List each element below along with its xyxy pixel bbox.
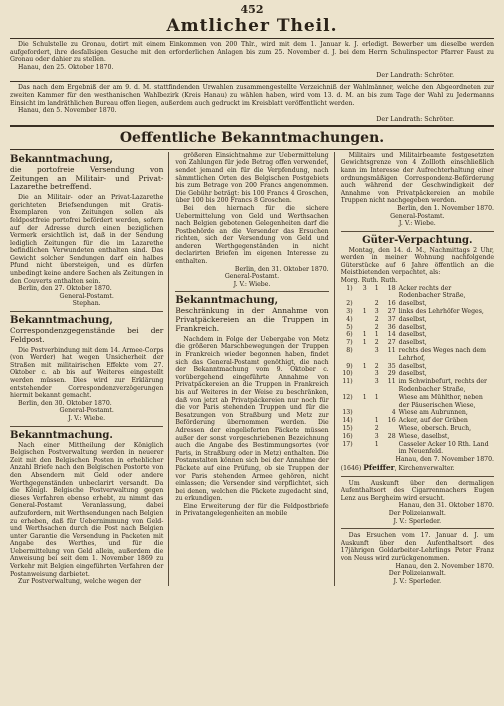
table-row xyxy=(341,409,494,417)
notice-text: Um Auskunft über den dermaligen Aufenthaltsort des Cigarrenmachers Eugen Lenz aus Bergheim wird ersucht. xyxy=(340,479,494,502)
table-row xyxy=(341,378,494,394)
row-ruthen: 1 xyxy=(374,284,379,292)
row-ruthen-2: 4 xyxy=(391,409,396,417)
notice-signature: J. V.: Wiebe. xyxy=(398,220,436,228)
official-notice-school xyxy=(10,41,494,79)
row-ruthen: 2 xyxy=(374,339,379,347)
row-number: 17) xyxy=(342,440,353,448)
notice-date: Berlin, den 31. Oktober 1870. xyxy=(234,265,329,273)
row-morgen xyxy=(355,347,367,363)
row-morgen: 1 xyxy=(362,362,367,370)
row-morgen xyxy=(355,417,367,425)
notice-place-date: Hanau, den 5. November 1870. xyxy=(18,107,117,115)
notice-org: General-Postamt. xyxy=(224,273,280,281)
row-morgen: 1 xyxy=(362,339,367,347)
notice-subtitle: die portofreie Versendung von Zeitungen an Militair- und Privat-Lazarethe betreffend. xyxy=(10,164,164,192)
table-row xyxy=(341,441,494,457)
table-row xyxy=(341,300,494,308)
row-description: Wiese am Mühlthor, neben der Päuserischen Wiese, xyxy=(398,393,483,409)
notice-subtitle: Correspondenzgegenstände bei der Feldpost. xyxy=(10,326,164,344)
divider xyxy=(10,426,163,427)
row-morgen xyxy=(355,300,367,308)
table-row xyxy=(341,363,494,371)
row-description: daselbst, xyxy=(398,339,427,347)
row-description: daselbst, xyxy=(398,370,427,378)
row-morgen xyxy=(355,324,367,332)
row-morgen: 3 xyxy=(362,284,367,292)
notice-place-date: Hanau, den 25. Oktober 1870. xyxy=(18,63,114,71)
notice-text: Militairs und Militairbeamte festgesetzten Gewichtsgrenze von 4 Zollloth einschließlich kann im Interesse der Aufrechterhaltung einer ordnungsmäßigen Correspondenz-Beförderung auch während der Geschwindigkeit der Annahme von Privatpäckereien an mobile Truppen nicht nachgegeben werden. xyxy=(340,151,494,205)
table-row xyxy=(341,425,494,433)
row-ruthen-2: 16 xyxy=(387,300,396,308)
table-row xyxy=(341,417,494,425)
notice-heading: Bekanntmachung, xyxy=(10,153,113,165)
notice-text: Nachdem in Folge der Uebergabe von Metz die größeren Marschbewegungen der Truppen in Frankreich wieder begonnen haben, findet sich das General-Postamt genöthigt, die nach der Bekanntmachung vom 9. Oktober c. vorübergehend eingeführte Annahme von Privatpäckereien an die Truppen in Frankreich bis auf Weiteres in der Weise zu beschränken, daß von jetzt ab Privatpäckereien nur noch für die vor Paris stehenden Truppen und für die Besatzungen von Straßburg und Metz zur Beförderung übernommen werden. Die Adressen der eingelieferten Päckete müssen außer der sonst vorgeschriebenen Bezeichnung auch die Angabe des Bestimmungsortes (vor Paris, in Straßburg oder in Metz) enthalten. Die Postanstalten können sich bei der Annahme der Päckete auf eine Prüfung, ob sie Truppen der vor Paris stehenden Armee gehören, nicht einlassen; die Versender sind verpflichtet, sich bei denen, welchen die Päckete zugedacht sind, zu erkundigen. xyxy=(175,335,329,503)
notice-signature: J. V.: Sperleder. xyxy=(393,577,442,585)
row-number: 11) xyxy=(342,378,353,386)
notice-text: Nach einer Mittheilung der Königlich Belgischen Postverwaltung werden in neuerer Zeit mit den Belgischen Posten in erheblicher Anzahl Briefe nach den Belgischen Postorte von den Absendern mit Geld oder andere Werthgegenständen unbeclarirt versandt. Da die Königl. Belgische Postverwaltung gegen dieses Verfahren ebenso erhebt, zu nimmt das General-Postamt Veranlassung, dabei aufzufordern, mit Werthsendungen nach Belgien zu erheben, daß für Uebernimmung von Geld- und Werthsachen durch die Post nach Belgien unter Garantie die Versendung in Packeten mit Angabe des Werthes, und für die Uebermittelung von Geld allein, außerdem die Anweisung bei seit dem 1. November 1869 zu Verkehr mit Belgien eingeführten Verfahren der Postanweisung darbietet. xyxy=(10,441,164,578)
notice-date: Hanau, den 7. November 1870. xyxy=(395,456,494,464)
row-number: 1) xyxy=(346,284,353,292)
row-morgen xyxy=(355,441,367,457)
row-ruthen-2: 11 xyxy=(387,378,396,386)
row-description: Casseler Acker 10 Rth. Land im Neuenfeld. xyxy=(398,440,489,456)
row-ruthen: 3 xyxy=(374,378,379,386)
notice-text-tail: Eine Erweiterung der für die Feldpostbriefe in Privatangelegenheiten an mobile xyxy=(175,502,329,518)
divider xyxy=(341,231,494,232)
notice-text: Das nach dem Ergebniß der am 9. d. M. stattfindenden Urwahlen zusammengestellte Verzeichniß der Wahlmänner, welche den Abgeordneten zur zweiten Kammer für den westhanischen Wahlbezirk (Kreis Hanau) zu wählen haben, wird vom 13. d. M. an bis zum Tage der Wahl zu Jedermanns Einsicht im landräthlichen Bureau offen liegen, außerdem auch gedruckt im Kreisblatt veröffentlicht werden. xyxy=(10,84,494,107)
table-row xyxy=(341,394,494,410)
column-2 xyxy=(175,152,334,586)
table-row xyxy=(341,370,494,378)
row-description: daselbst, xyxy=(398,300,427,308)
notice-heading: Güter-Verpachtung. xyxy=(362,234,473,246)
notice-date: Hanau, den 31. Oktober 1870. xyxy=(398,502,494,510)
divider xyxy=(10,149,494,150)
notice-signature: J. V.: Wiebe. xyxy=(68,414,106,422)
notice-heading: Bekanntmachung, xyxy=(175,295,279,307)
row-ruthen: 3 xyxy=(374,308,379,316)
row-number: 5) xyxy=(346,323,353,331)
row-ruthen: 2 xyxy=(374,300,379,308)
row-ruthen-2: 16 xyxy=(387,417,396,425)
row-ruthen-2 xyxy=(379,441,399,457)
notice-org: Der Polizeianwalt. xyxy=(388,509,446,517)
divider xyxy=(10,38,494,39)
notice-subtitle: Beschränkung in der Annahme von Privatpäckereien an die Truppen in Frankreich. xyxy=(175,306,329,334)
row-ruthen-2: 14 xyxy=(387,331,396,339)
row-ruthen: 2 xyxy=(374,315,379,323)
notice-org: General-Postamt. xyxy=(59,292,114,300)
row-number: 7) xyxy=(346,339,353,347)
table-row xyxy=(341,331,494,339)
row-description: Wiese am Aubrunnen, xyxy=(398,409,468,417)
row-description: rechts des Weges nach dem Lehrhof, xyxy=(398,347,486,362)
row-ruthen xyxy=(367,409,379,417)
row-ruthen: 3 xyxy=(374,432,379,440)
row-ruthen-2: 27 xyxy=(387,308,396,316)
notice-signature: J. V.: Sperleder. xyxy=(393,517,442,525)
divider xyxy=(10,311,163,312)
divider xyxy=(10,125,494,127)
row-ruthen: 2 xyxy=(374,323,379,331)
notice-signature-line: (1646) Pfeiffer, Kirchenverwalter. xyxy=(340,462,455,472)
notice-signature: Der Landrath: Schröter. xyxy=(376,71,454,80)
row-ruthen-2: 28 xyxy=(387,432,396,440)
row-description: daselbst, xyxy=(398,331,427,339)
row-ruthen: 3 xyxy=(374,347,379,355)
row-number: 6) xyxy=(346,331,353,339)
three-column-body xyxy=(10,152,494,586)
row-number: 12) xyxy=(342,393,353,401)
notice-text: Das Ersuchen vom 17. Januar d. J. um Auskunft über den Aufenthaltsort des 17jährigen Goldarbeiter-Lehrlings Peter Franz von Neuss wird zurückgenommen. xyxy=(340,532,494,562)
column-1 xyxy=(10,152,169,586)
row-ruthen: 2 xyxy=(374,425,379,432)
column-3 xyxy=(341,152,494,586)
notice-org: General-Postamt. xyxy=(59,407,114,415)
table-row xyxy=(341,347,494,363)
row-morgen xyxy=(355,409,367,417)
row-number: 8) xyxy=(346,347,353,355)
notice-text: Bei den hiernach für die sichere Uebermittelung von Geld und Werthsachen nach Belgien gebotenen Gelegenheiten darf die Postbehörde an die Versender das Ersuchen richten, sich der Versendung von Geld und anderen Werthgegenständen in nicht declarirten Briefen im eigenen Interesse zu enthalten. xyxy=(175,204,329,266)
signature-role: Kirchenverwalter. xyxy=(398,464,455,472)
row-ruthen-2: 18 xyxy=(387,284,396,292)
table-row xyxy=(341,324,494,332)
row-morgen xyxy=(355,370,367,378)
notice-number: (1646) xyxy=(340,464,362,472)
notice-text: Die Postverbindung mit dem 14. Armee-Corps (von Werder) hat wegen Unsicherheit der Straßen mit militairischen Effekte vom 27. Oktober c. ab bis auf Weiteres eingestellt werden müssen. Dies wird zur Erklärung entstehender Correspondenzverzögerungen hiermit bekannt gemacht. xyxy=(10,346,164,400)
row-morgen xyxy=(355,433,367,441)
table-row xyxy=(341,285,494,301)
row-morgen: 1 xyxy=(362,308,367,316)
row-ruthen-2: 37 xyxy=(387,315,396,323)
table-row xyxy=(341,308,494,316)
row-morgen xyxy=(355,378,367,394)
row-ruthen-2 xyxy=(379,425,399,433)
page-number: 452 xyxy=(240,3,264,16)
table-row xyxy=(341,339,494,347)
notice-text-tail: Zur Postverwaltung, welche wegen der xyxy=(18,578,142,586)
row-number: 13) xyxy=(342,409,353,417)
row-ruthen: 2 xyxy=(374,362,379,370)
table-row xyxy=(341,316,494,324)
row-description: im Schwinbefurt, rechts der Rodenbacher Straße, xyxy=(398,378,487,394)
divider xyxy=(341,528,494,529)
row-description: Wiese, daselbst, xyxy=(398,432,450,440)
row-ruthen-2: 11 xyxy=(387,347,396,355)
notice-text: Die Schulstelle zu Gronau, dotirt mit einem Einkommen von 200 Thlr., wird mit dem 1. Januar k. J. erledigt. Bewerber um dieselbe werden aufgefordert, ihre desfallsigen Gesuche mit den erforderlichen Anlagen bis zum 25. November d. J. bei dem Herrn Schulinspector Pfarrer Faust zu Gronau oder dahier zu stellen. xyxy=(10,41,494,64)
row-description: daselbst, xyxy=(398,315,427,323)
row-ruthen: 1 xyxy=(374,331,379,339)
notice-date: Berlin, den 30. Oktober 1870. xyxy=(18,399,112,407)
notice-date: Berlin, den 1. November 1870. xyxy=(397,204,494,212)
row-number: 9) xyxy=(346,362,353,370)
official-notice-election xyxy=(10,84,494,122)
row-ruthen: 1 xyxy=(374,393,379,401)
notice-heading: Bekanntmachung. xyxy=(10,429,113,441)
row-number: 4) xyxy=(346,315,353,323)
notice-signature: J. V.: Wiebe. xyxy=(233,280,271,288)
row-description: Acker rechts der Rodenbacher Straße, xyxy=(398,284,466,300)
notice-text: Die an Militair- oder an Privat-Lazarethe gerichteten Briefsendungen mit Gratis-Exemplaren von Zeitungen sollen als feldpostfreie portofrei befördert werden, sofern auf der Adresse durch einen beziglichen Vermerk ersichtlich ist, daß in der Sendung lediglich Zeitungen für die im Lazarethe befindlichen Verwundeten enthalten sind. Das Gewicht solcher Sendungen darf ein halbes Pfund nicht übersteigen, und es dürfen unbedingt keine andere Sachen als Zeitungen in den Couverts enthalten sein. xyxy=(10,194,164,285)
row-morgen: 1 xyxy=(362,331,367,339)
row-ruthen: 1 xyxy=(374,417,379,425)
row-ruthen-2: 27 xyxy=(387,339,396,347)
row-ruthen-2 xyxy=(379,394,399,410)
land-table-header: Morg. Ruth. Ruth. xyxy=(340,277,398,285)
row-ruthen: 3 xyxy=(374,370,379,378)
row-number: 15) xyxy=(342,425,353,432)
divider xyxy=(341,476,494,477)
row-number: 2) xyxy=(346,300,353,308)
row-morgen xyxy=(355,316,367,324)
row-description: daselbst, xyxy=(398,323,427,331)
row-ruthen-2: 35 xyxy=(387,362,396,370)
row-number: 16) xyxy=(342,432,353,440)
notice-date: Berlin, den 27. Oktober 1870. xyxy=(18,285,112,293)
notice-text: größeren Einsichtnahme zur Uebermittelung von Zahlungen für jede Betrag offen verwendet, sendet jemand ein für die Verpfendung, nach sämmtlichen Orten des Belgischen Postgebiets bis zum Betrage von 200 Francs angenommen. Die Gebühr beträgt: bis 100 Francs 4 Groschen, über 100 bis 200 Francs 8 Groschen. xyxy=(175,151,329,205)
row-ruthen-2: 29 xyxy=(387,370,396,378)
land-table xyxy=(341,285,494,457)
notice-heading: Bekanntmachung, xyxy=(10,315,113,327)
public-notices-title: Oeffentliche Bekanntmachungen. xyxy=(119,129,385,146)
notice-signature: Der Landrath: Schröter. xyxy=(376,114,454,123)
row-description: links des Lehrhöfer Weges, xyxy=(398,308,484,316)
notice-org: Der Polizeianwalt. xyxy=(388,570,446,578)
row-number: 14) xyxy=(342,417,353,425)
table-row xyxy=(341,433,494,441)
row-morgen: 1 xyxy=(362,393,367,401)
divider xyxy=(175,291,328,292)
row-number: 3) xyxy=(346,308,353,316)
divider xyxy=(10,81,494,82)
signature-name: Pfeiffer xyxy=(363,462,395,472)
row-description: daselbst, xyxy=(398,362,427,370)
notice-org: General-Postamt. xyxy=(390,212,445,220)
notice-text: Montag, den 14. d. M., Nachmittags 2 Uhr, werden in meiner Wohnung nachfolgende Güterstücke auf 6 Jahre öffentlich an die Meistbietenden verpachtet, als: xyxy=(340,246,494,277)
row-ruthen: 1 xyxy=(374,440,379,448)
row-ruthen-2: 36 xyxy=(387,323,396,331)
row-description: Wiese, obersch. Bruch, xyxy=(398,425,472,432)
row-morgen xyxy=(355,425,367,433)
row-description: Acker, auf der Gräben xyxy=(398,417,468,425)
official-section-title: Amtlicher Theil. xyxy=(166,16,338,36)
notice-date: Hanau, den 2. November 1870. xyxy=(395,562,494,570)
notice-signature: Stephan. xyxy=(72,300,101,308)
row-number: 10) xyxy=(342,370,353,378)
